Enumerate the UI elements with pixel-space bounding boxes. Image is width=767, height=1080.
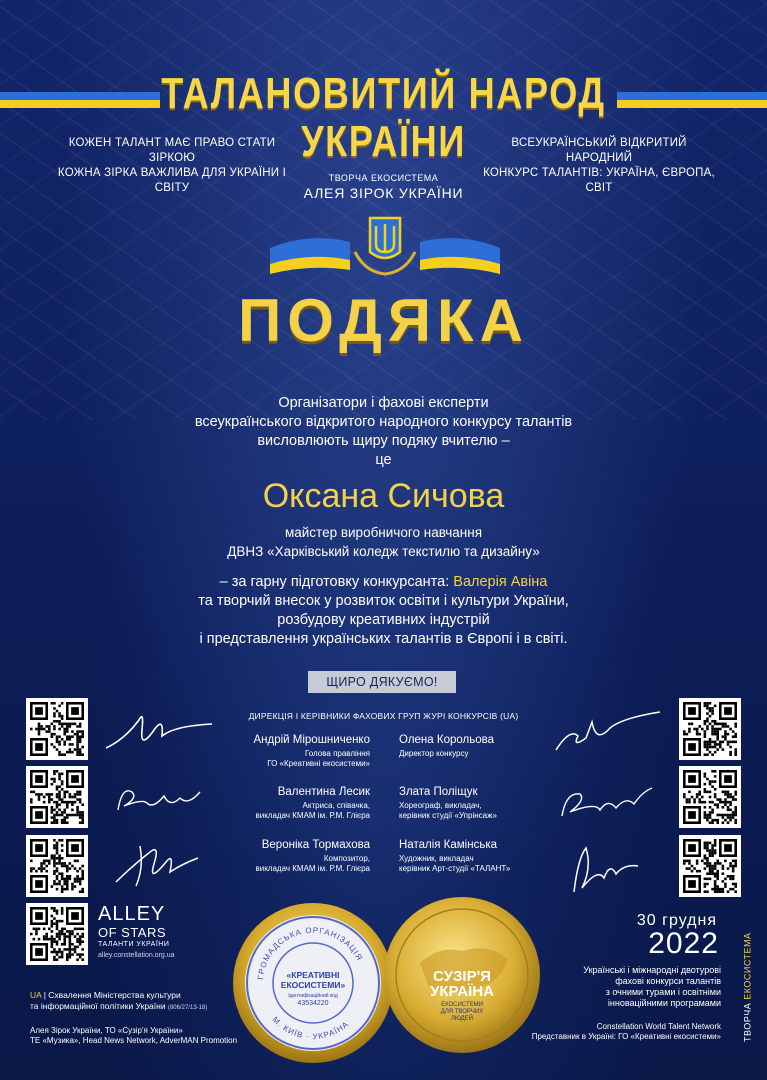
- jury-member-role: ГО «Креативні екосистеми»: [267, 759, 370, 768]
- thanks-badge: ЩИРО ДЯКУЄМО!: [308, 671, 456, 693]
- jury-member-role: Хореограф, викладач,: [399, 801, 482, 810]
- position-line2: ДВНЗ «Харківський коледж текстилю та дизайну»: [227, 544, 540, 559]
- signature-icon: [104, 700, 214, 756]
- jury-member-name: Вероніка Тормахова: [261, 839, 370, 851]
- network-line2: Представник в Україні: ГО «Креативні екосистеми»: [531, 1032, 721, 1041]
- certificate-heading: ПОДЯКА: [238, 287, 529, 354]
- alley-logo-line3: ТАЛАНТИ УКРАЇНИ: [98, 941, 170, 948]
- partners-line2: ТЕ «Музика», Head News Network, AdverMAN Promotion: [30, 1036, 238, 1045]
- qr-code-icon[interactable]: [679, 766, 741, 828]
- network-info: [521, 1022, 721, 1042]
- approval-line1: [30, 990, 260, 1001]
- seal-center-line2: ЕКОСИСТЕМИ»: [280, 980, 346, 990]
- jury-member-role: керівник Арт-студії «ТАЛАНТ»: [399, 864, 511, 873]
- signature-icon: [564, 838, 644, 898]
- alley-logo-line2: OF STARS: [98, 925, 167, 940]
- approval-text: | Схвалення Міністерства культури: [41, 990, 181, 1000]
- slogan-left-line1: КОЖЕН ТАЛАНТ МАЄ ПРАВО СТАТИ ЗІРКОЮ: [68, 137, 276, 164]
- approval-line2: [30, 1001, 260, 1014]
- intro-line4: це: [375, 452, 392, 468]
- main-title-line2: УКРАЇНИ: [301, 117, 466, 166]
- reason-line1: [100, 573, 667, 592]
- seal-right-line5: ЛЮДЕЙ: [450, 1016, 474, 1022]
- partners-line1: Алея Зірок України, ТО «Сузір'я України»: [30, 1026, 183, 1035]
- slogan-right-line2: КОНКУРС ТАЛАНТІВ: УКРАЇНА, ЄВРОПА, СВІТ: [483, 167, 715, 194]
- jury-member-role: Голова правління: [304, 749, 370, 758]
- jury-member-role: викладач КМАМ ім. Р.М. Глієра: [255, 864, 370, 873]
- seal-right-line2: УКРАЇНА: [430, 983, 494, 1000]
- jury-member-role: Художник, викладач: [399, 854, 474, 863]
- jury-member-role: викладач КМАМ ім. Р.М. Глієра: [255, 811, 370, 820]
- intro-line3: висловлюють щиру подяку вчителю –: [257, 433, 510, 449]
- desc-line4: інноваційними програмами: [607, 998, 721, 1008]
- seal-right-line3: ЕКОСИСТЕМИ: [441, 1002, 483, 1008]
- seal-ring-text: ГРОМАДСЬКА ОРГАНІЗАЦІЯ: [256, 925, 365, 981]
- vertical-eco-a: ТВОРЧА: [743, 999, 753, 1042]
- recipient-name: Оксана Сичова: [262, 477, 505, 515]
- seal-code: 43534220: [297, 1000, 329, 1007]
- qr-code-icon[interactable]: [26, 698, 88, 760]
- jury-member-name: Валентина Лесик: [277, 786, 370, 798]
- jury-member-role: керівник студії «Упрiнсаж»: [399, 811, 497, 820]
- seal-right-line1: СУЗІР'Я: [433, 968, 491, 985]
- position-line1: майстер виробничого навчання: [284, 525, 483, 540]
- jury-member-role: Композитор,: [323, 854, 370, 863]
- jury-header: ДИРЕКЦІЯ І КЕРІВНИКИ ФАХОВИХ ГРУП ЖУРІ КОНКУРСІВ (UA): [248, 711, 519, 721]
- jury-member-role: Актриса, співачка,: [302, 801, 370, 810]
- qr-code-icon[interactable]: [26, 835, 88, 897]
- date-day: 30 грудня: [636, 912, 717, 929]
- suzirya-ukraina-seal-icon: [380, 893, 544, 1062]
- approval-number: (806/27/13-18): [167, 1005, 208, 1011]
- intro-text: [100, 394, 667, 470]
- jury-member-name: Андрій Мірошниченко: [253, 734, 370, 746]
- ministry-approval: [30, 990, 260, 1014]
- jury-member-name: Злата Поліщук: [399, 786, 478, 798]
- signature-icon: [552, 708, 662, 756]
- reason-line1-text: – за гарну підготовку конкурсанта:: [219, 574, 454, 590]
- jury-member: [399, 733, 569, 759]
- desc-line3: з очними турами і освітніми: [605, 987, 721, 997]
- main-title-line1: ТАЛАНОВИТИЙ НАРОД: [161, 69, 606, 118]
- vertical-eco-label: [743, 932, 753, 1042]
- approval-ua: UA: [30, 990, 42, 1000]
- intro-line1: Організатори і фахові експерти: [278, 395, 489, 411]
- jury-member-role: Директор конкурсу: [399, 749, 469, 758]
- reason-line2: та творчий внесок у розвиток освіти і культури України,: [198, 593, 569, 609]
- alley-logo-line1: ALLEY: [98, 903, 166, 925]
- jury-member-name: Наталія Камінська: [399, 839, 497, 851]
- slogan-left-line2: КОЖНА ЗІРКА ВАЖЛИВА ДЛЯ УКРАЇНИ І СВІТУ: [57, 167, 287, 194]
- approval-text2: та інформаційної політики України: [30, 1001, 166, 1011]
- qr-code-icon[interactable]: [679, 698, 741, 760]
- organization-seal-icon: [228, 898, 398, 1073]
- reason-line3: розбудову креативних індустрій: [277, 612, 490, 628]
- seal-center-line1: «КРЕАТИВНІ: [286, 970, 340, 980]
- jury-member: [200, 785, 370, 821]
- slogan-right-line1: ВСЕУКРАЇНСЬКИЙ ВІДКРИТИЙ НАРОДНИЙ: [511, 137, 687, 164]
- seal-code-label: Ідентифікаційний код: [288, 993, 338, 999]
- contest-description: [551, 965, 721, 1009]
- contestant-name: Валерія Авіна: [453, 574, 548, 590]
- seal-ring-bottom: М. КИЇВ · УКРАЇНА: [270, 1015, 351, 1042]
- signature-icon: [110, 838, 200, 890]
- qr-code-icon[interactable]: [26, 766, 88, 828]
- qr-code-icon[interactable]: [26, 903, 88, 965]
- recipient-position: [100, 523, 667, 561]
- seal-right-line4: ДЛЯ ТВОРЧИХ: [440, 1009, 484, 1015]
- signature-icon: [556, 778, 656, 828]
- alley-of-stars-logo: [98, 903, 228, 962]
- desc-line2: фахові конкурси талантів: [615, 976, 721, 986]
- eco-title: АЛЕЯ ЗІРОК УКРАЇНИ: [303, 185, 464, 201]
- jury-member: [200, 733, 370, 769]
- alley-url: alley.constellation.org.ua: [98, 952, 175, 959]
- eco-subtitle: ТВОРЧА ЕКОСИСТЕМА: [328, 173, 439, 183]
- jury-member-name: Олена Корольова: [399, 734, 494, 746]
- reason-text: [100, 573, 667, 649]
- trident-emblem-icon: [270, 212, 500, 278]
- signature-icon: [114, 778, 204, 820]
- network-line1: Constellation World Talent Network: [596, 1022, 721, 1031]
- qr-code-icon[interactable]: [679, 835, 741, 897]
- jury-member: [399, 785, 569, 821]
- date-year: 2022: [648, 927, 719, 960]
- vertical-eco-b: ЕКОСИСТЕМА: [743, 932, 753, 1000]
- intro-line2: всеукраїнського відкритого народного конкурсу талантів: [194, 414, 573, 430]
- jury-member: [200, 838, 370, 874]
- desc-line1: Українські і міжнародні двотурові: [583, 965, 721, 975]
- reason-line4: і представлення українських талантів в Європі і в світі.: [199, 631, 568, 647]
- background-pattern: [0, 0, 767, 420]
- jury-member: [399, 838, 569, 874]
